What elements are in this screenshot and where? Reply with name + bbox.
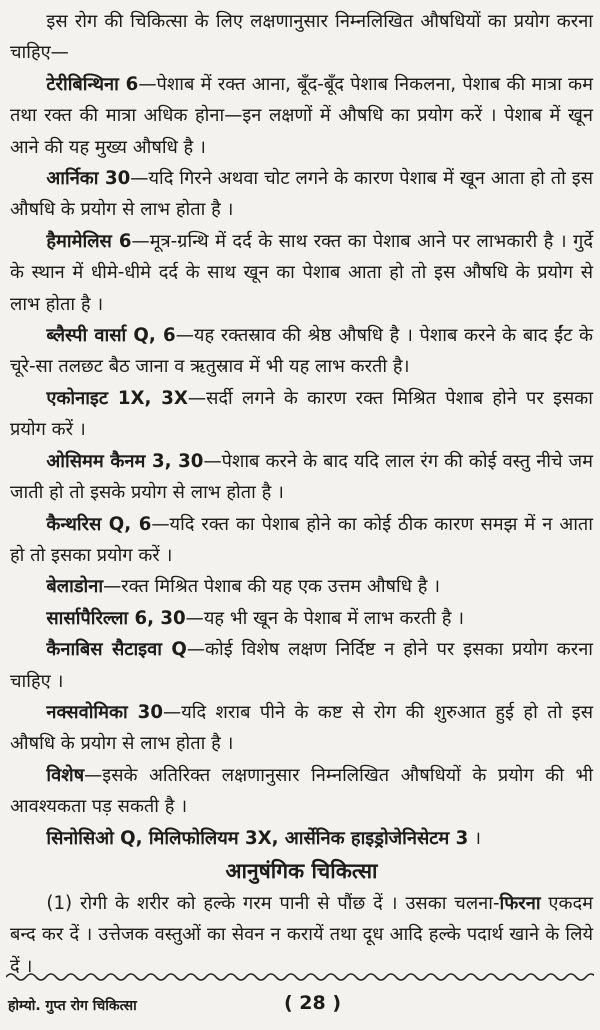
remedy-description: —पेशाब में रक्त आना, बूँद-बूँद पेशाब निकलना, पेशाब की मात्रा कम तथा रक्त की मात्रा अधिक होना—इन लक्षणों में औषधि का प्रयोग करें । पेशाब में खून आने की यह मुख्य औषधि है ।: [10, 73, 593, 158]
remedy-description: —सर्दी लगने के कारण रक्त मिश्रित पेशाब होने पर इसका प्रयोग करें ।: [10, 387, 593, 441]
ancillary-paragraph: [10, 888, 593, 982]
remedy-thlaspi-bursa: [10, 320, 593, 383]
remedy-arnica: [10, 163, 593, 226]
page-footer: [8, 990, 592, 1022]
emphasized-word: फिरना: [499, 892, 541, 914]
remedy-description: —मूत्र-ग्रन्थि में दर्द के साथ रक्त का पेशाब आने पर लाभकारी है । गुर्दे के स्थान में धीमे-धीमे दर्द के साथ खून का पेशाब आता हो तो इस औषधि के प्रयोग से लाभ होता है ।: [10, 230, 593, 315]
special-note: [10, 760, 593, 823]
remedy-description: —रक्त मिश्रित पेशाब की यह एक उत्तम औषधि है ।: [103, 576, 441, 598]
remedy-aconite: [10, 383, 593, 446]
section-heading: आनुषंगिक चिकित्सा: [225, 858, 378, 883]
remedy-name: कैनाबिस सैटाइवा Q: [46, 639, 187, 661]
remedy-description: —यह रक्तस्राव की श्रेष्ठ औषधि है । पेशाब करने के बाद ईंट के चूरे-सा तलछट बैठ जाना व ऋतुस्राव में भी यह लाभ करती है।: [10, 325, 594, 378]
remedy-cannabis-sativa: [10, 634, 593, 697]
remedy-name: आर्निका 30: [46, 168, 131, 190]
remedy-description: —यदि शराब पीने के कष्ट से रोग की शुरुआत हुई हो तो इस औषधि के प्रयोग से लाभ होता है ।: [10, 701, 593, 755]
remedy-name: विशेष: [46, 764, 85, 786]
paragraph-text: इस रोग की चिकित्सा के लिए लक्षणानुसार निम्नलिखित औषधियों का प्रयोग करना चाहिए—: [10, 11, 593, 64]
list-marker: (1): [46, 892, 73, 914]
paragraph-text: रोगी के शरीर को हल्के गरम पानी से पौंछ दें । उसका चलना-: [72, 892, 500, 914]
remedy-description: —इसके अतिरिक्त लक्षणानुसार निम्नलिखित औषधियों के प्रयोग की भी आवश्यकता पड़ सकती है ।: [10, 764, 593, 818]
remedy-nux-vomica: [10, 697, 593, 760]
remedy-name: हैमामेलिस 6: [46, 230, 132, 252]
remedy-name: एकोनाइट 1X, 3X: [46, 387, 188, 409]
book-title: होम्यो. गुप्त रोग चिकित्सा: [8, 998, 137, 1014]
remedy-description: —कोई विशेष लक्षण निर्दिष्ट न होने पर इसका प्रयोग करना चाहिए ।: [10, 639, 594, 692]
remedy-name: टेरीबिन्थिना 6: [46, 73, 139, 95]
remedy-name: सिनोसिओ Q, मिलिफोलियम 3X, आर्सेनिक हाइड्रोजेनिसेटम 3: [46, 827, 469, 849]
remedy-hamamelis: [10, 226, 593, 320]
remedy-belladonna: [10, 571, 593, 602]
page-number: ( 28 ): [284, 992, 342, 1014]
wavy-divider: [6, 970, 594, 984]
remedy-terebinthina: [10, 69, 593, 163]
remedy-ocimum-canum: [10, 446, 593, 509]
remedy-description: ।: [468, 827, 481, 849]
remedy-name: ओसिमम कैनम 3, 30: [46, 450, 204, 472]
remedy-name: कैन्थरिस Q, 6: [46, 513, 152, 535]
intro-paragraph: [10, 6, 593, 69]
paragraph-text-continued: एकदम बन्द कर दें । उत्तेजक वस्तुओं का सेवन न करायें तथा दूध आदि हल्के पदार्थ खाने के लिये दें ।: [10, 892, 593, 977]
remedy-sarsaparilla: [10, 603, 593, 634]
remedy-name: नक्सवोमिका 30: [46, 701, 163, 723]
remedy-description: —यदि रक्त का पेशाब होने का कोई ठीक कारण समझ में न आता हो तो इसका प्रयोग करें ।: [10, 513, 593, 566]
remedy-name: सार्सापैरिल्ला 6, 30: [46, 607, 186, 629]
remedy-description: —यदि गिरने अथवा चोट लगने के कारण पेशाब में खून आता हो तो इस औषधि के प्रयोग से लाभ होता है ।: [10, 168, 594, 221]
page-body: [10, 6, 593, 982]
remedy-description: —यह भी खून के पेशाब में लाभ करती है ।: [185, 607, 465, 629]
remedy-name: ब्लैस्पी वार्सा Q, 6: [46, 325, 176, 347]
remedy-name: बेलाडोना: [46, 576, 104, 598]
additional-remedies: [10, 823, 593, 854]
remedy-description: —पेशाब करने के बाद यदि लाल रंग की कोई वस्तु नीचे जम जाती हो तो इसके प्रयोग से लाभ होता है ।: [10, 450, 594, 504]
remedy-cantharis: [10, 509, 593, 572]
